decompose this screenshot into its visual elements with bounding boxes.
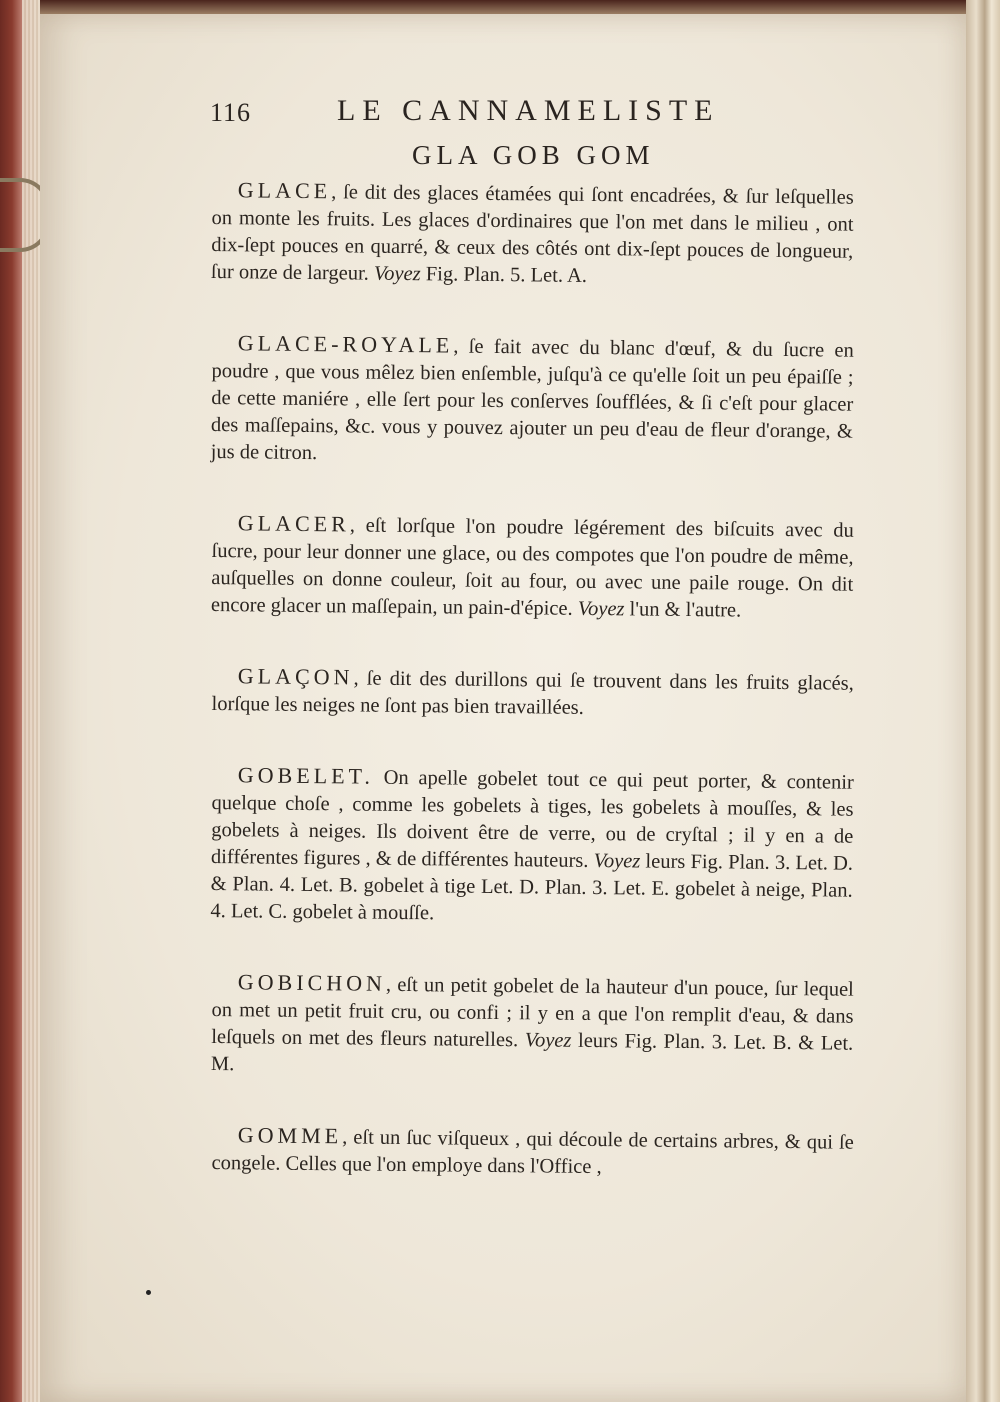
headword: GLAÇON: [237, 663, 354, 690]
page-header: [210, 94, 770, 134]
entry-gobichon: [211, 968, 854, 1085]
voyez-reference: Voyez: [577, 597, 625, 621]
entry-text: , eſt lorſque l'on poudre légérement des biſcuits avec du ſucre, pour leur donner une glace, ou des compotes que l'on poudre de même, auſquelles on donne couleur, ſoit au four, ou avec une paile rouge. On dit encore glacer un maſſepain, un pain-d'épice.: [210, 514, 854, 620]
entry-text: , ſe fait avec du blanc d'œuf, & du ſucre en poudre , que vous mêlez bien enſemble, juſqu'à ce qu'elle ſoit un peu épaiſſe ; de cette maniére , elle ſert pour les conſerves ſoufflées, & ſi c'eſt pour glacer des maſſepains, &c. vous y pouvez ajouter un peu d'eau de fleur d'orange, & jus de citron.: [210, 335, 854, 465]
entry-tail: l'un & l'autre.: [624, 598, 742, 622]
entry-text: , eſt un ſuc viſqueux , qui découle de certains arbres, & qui ſe congele. Celles que l'on employe dans l'Office ,: [211, 1126, 854, 1179]
book-right-page-edges: [966, 0, 1000, 1402]
entry-text: , eſt un petit gobelet de la hauteur d'un pouce, ſur lequel on met un petit fruit cru, ou confi ; il y en a que l'on remplit d'eau, & dans leſquels on met des fleurs naturelles.: [211, 973, 854, 1052]
dictionary-entries: [212, 176, 854, 1177]
entry-glace: [211, 176, 854, 293]
headword: GLACER: [237, 510, 350, 537]
entry-text: On apelle gobelet tout ce qui peut porter, & contenir quelque choſe , comme les gobelets à tiges, les gobelets à mouſſes, & les gobelets à neiges. Ils doivent être de verre, ou de cryſtal ; il y en a de différentes figures , & de différentes hauteurs.: [210, 766, 854, 872]
entry-tail: Fig. Plan. 5. Let. A.: [420, 263, 588, 287]
ink-speck: [146, 1290, 151, 1295]
headword: GOBELET.: [237, 762, 375, 789]
entry-text: , ſe dit des durillons qui ſe trouvent dans les fruits glacés, lorſque les neiges ne ſont pas bien travaillées.: [211, 667, 854, 719]
entry-text: , ſe dit des glaces étamées qui ſont encadrées, & ſur leſquelles on monte les fruits. Les glaces d'ordinaires que l'on met dans le milieu , ont dix-ſept pouces en quarré, & ceux des côtés ont dix-ſept pouces de longueur, ſur onze de largeur.: [210, 181, 854, 285]
running-title: LE CANNAMELISTE: [337, 94, 720, 127]
voyez-reference: Voyez: [524, 1029, 572, 1052]
voyez-reference: Voyez: [373, 262, 421, 286]
page-number: 116: [210, 98, 252, 127]
entry-glacon: [211, 662, 854, 725]
entry-gomme: [211, 1121, 854, 1184]
book-top-edge: [0, 0, 1000, 14]
guide-words: GLA GOB GOM: [412, 140, 655, 170]
entry-tail: leurs Fig. Plan. 3. Let. B. & Let. M.: [210, 1029, 854, 1076]
entry-glace-royale: [211, 329, 854, 473]
entry-gobelet: [210, 761, 854, 932]
headword: GLACE: [237, 177, 332, 204]
headword: GLACE-ROYALE: [237, 330, 454, 358]
headword: GOMME: [237, 1122, 343, 1149]
entry-glacer: [211, 509, 854, 626]
entry-tail: leurs Fig. Plan. 3. Let. D. & Plan. 4. Let. B. gobelet à tige Let. D. Plan. 3. Let. E. gobelet à neige, Plan. 4. Let. C. gobelet à mouſſe.: [210, 850, 854, 925]
headword: GOBICHON: [237, 969, 387, 996]
voyez-reference: Voyez: [593, 850, 641, 873]
